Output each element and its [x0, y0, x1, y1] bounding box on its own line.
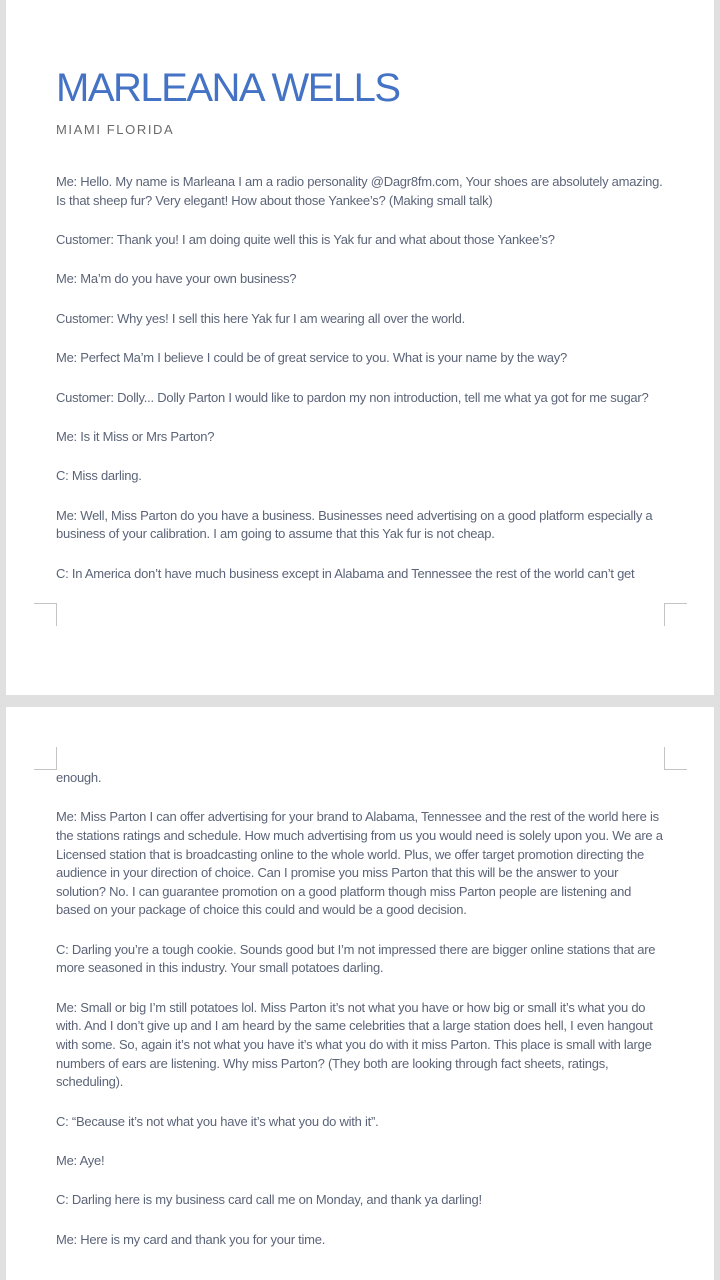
page-1-body	[56, 173, 664, 583]
paragraph: Me: Perfect Ma’m I believe I could be of great service to you. What is your name by the way?	[56, 350, 567, 366]
document-title: MARLEANA WELLS	[56, 66, 400, 110]
page-corner-marker	[664, 747, 687, 770]
paragraph: Me: Well, Miss Parton do you have a business. Businesses need advertising on a good platform especially a business of your calibration. I am going to assume that this Yak fur is not cheap.	[56, 507, 653, 542]
paragraph: Customer: Thank you! I am doing quite well this is Yak fur and what about those Yankee’s?	[56, 231, 555, 247]
paragraph: C: Darling here is my business card call me on Monday, and thank ya darling!	[56, 1192, 482, 1208]
paragraph: Me: Miss Parton I can offer advertising for your brand to Alabama, Tennessee and the rest of the world here is the stations ratings and schedule. How much advertising from us you would need is solely upon you. We are a Licensed station that is broadcasting online to the whole world. Plus, we offer target promotion directing the audience in your direction of choice. Can I promise you miss Parton that this will be the answer to your solution? No. I can guarantee promotion on a good platform though miss Parton people are listening and based on your package of choice this could and would be a good decision.	[56, 809, 663, 918]
paragraph: Me: Small or big I’m still potatoes lol. Miss Parton it’s not what you have or how big or small it’s what you do with. And I don’t give up and I am heard by the same celebrities that a large station does hell, I even hangout with some. So, again it’s not what you have it’s what you do with it miss Parton. This place is small with large numbers of ears are listening. Why miss Parton? (They both are looking through fact sheets, ratings, scheduling).	[56, 999, 653, 1090]
page-corner-marker	[34, 603, 57, 626]
paragraph: C: Miss darling.	[56, 468, 142, 484]
paragraph: Me: Is it Miss or Mrs Parton?	[56, 428, 215, 444]
paragraph: Me: Hello. My name is Marleana I am a radio personality @Dagr8fm.com, Your shoes are absolutely amazing. Is that sheep fur? Very elegant! How about those Yankee’s? (Making small talk)	[56, 174, 663, 208]
paragraph: Customer: Dolly... Dolly Parton I would like to pardon my non introduction, tell me what ya got for me sugar?	[56, 389, 649, 405]
document-page-2	[6, 707, 714, 1280]
paragraph: Customer: Why yes! I sell this here Yak fur I am wearing all over the world.	[56, 310, 465, 326]
document-page-1	[6, 0, 714, 695]
paragraph: C: “Because it’s not what you have it’s what you do with it”.	[56, 1113, 379, 1129]
paragraph: Me: Aye!	[56, 1152, 105, 1168]
paragraph: Me: Here is my card and thank you for your time.	[56, 1231, 326, 1247]
page-2-body	[56, 769, 664, 1249]
paragraph: C: In America don’t have much business except in Alabama and Tennessee the rest of the world can’t get	[56, 565, 635, 581]
paragraph: C: Darling you’re a tough cookie. Sounds good but I’m not impressed there are bigger online stations that are more seasoned in this industry. Your small potatoes darling.	[56, 941, 656, 976]
paragraph: Me: Ma’m do you have your own business?	[56, 271, 297, 287]
paragraph: enough.	[56, 770, 102, 785]
page-corner-marker	[34, 747, 57, 770]
document-subtitle: MIAMI FLORIDA	[56, 122, 175, 137]
page-corner-marker	[664, 603, 687, 626]
